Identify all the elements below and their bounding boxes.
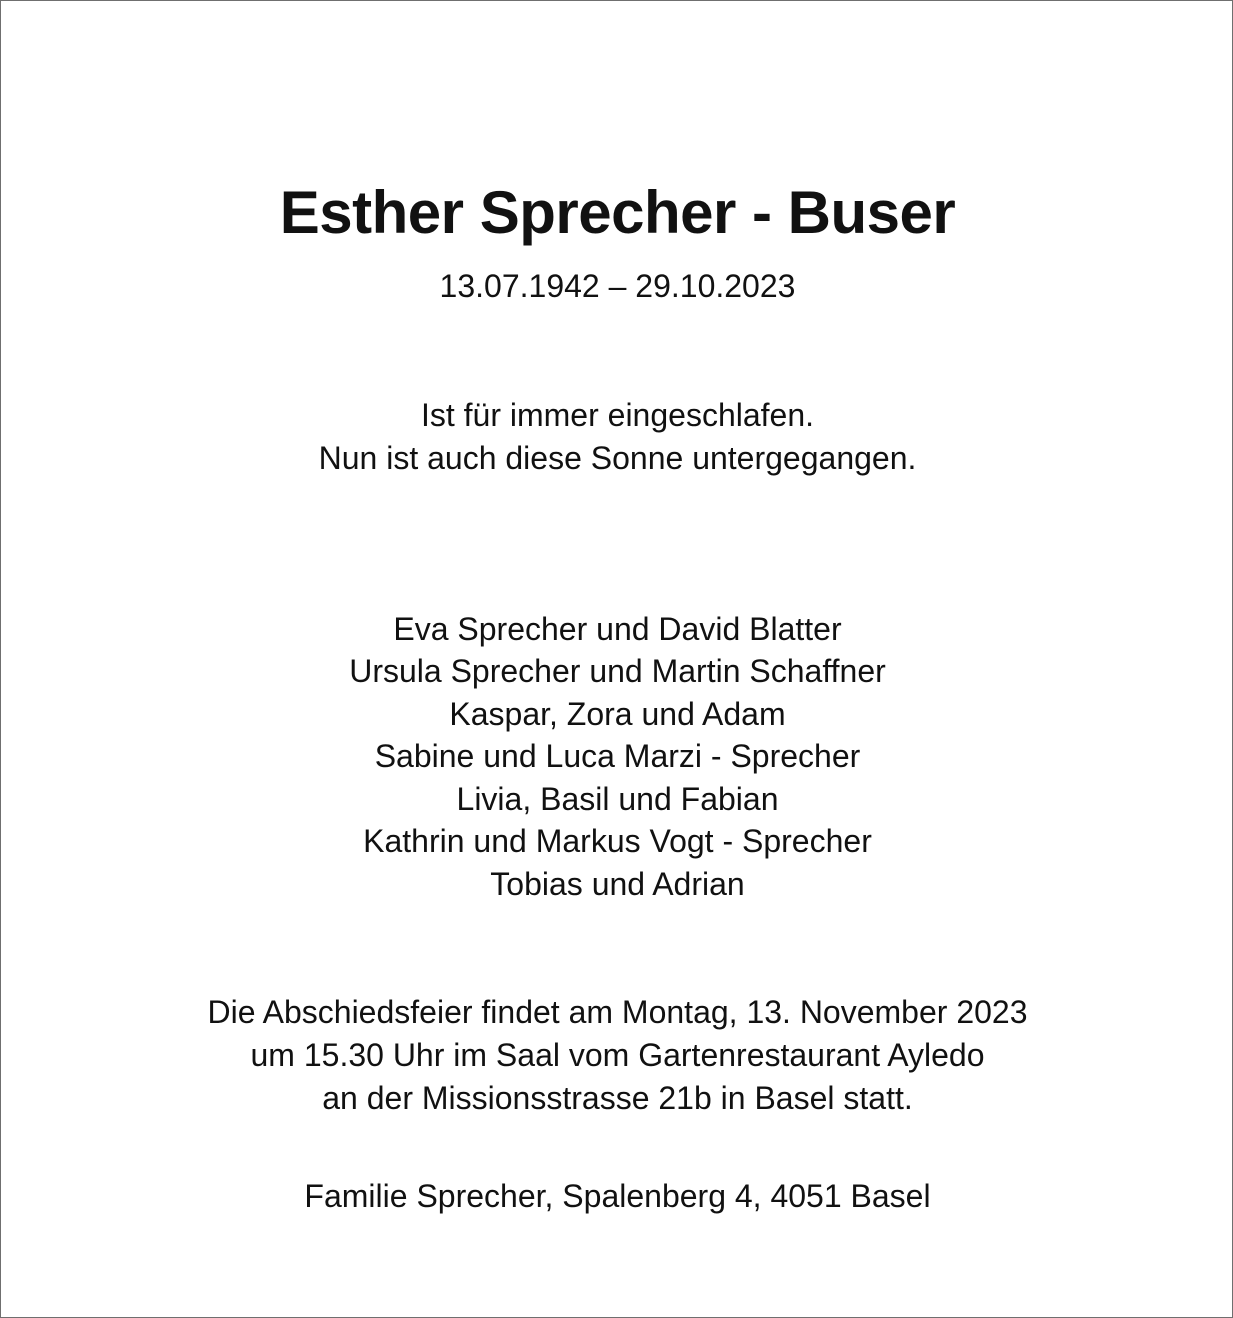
ceremony-line: um 15.30 Uhr im Saal vom Gartenrestaurant Ayledo <box>250 1037 985 1073</box>
mourner-line: Eva Sprecher und David Blatter <box>393 611 842 647</box>
mourner-line: Ursula Sprecher und Martin Schaffner <box>349 653 886 689</box>
verse-line: Nun ist auch diese Sonne untergegangen. <box>318 440 917 476</box>
verse-line: Ist für immer eingeschlafen. <box>420 397 815 433</box>
deceased-name: Esther Sprecher - Buser <box>279 179 956 246</box>
mourner-line: Sabine und Luca Marzi - Sprecher <box>374 738 861 774</box>
mourner-line: Kathrin und Markus Vogt - Sprecher <box>363 823 872 859</box>
mourner-line: Livia, Basil und Fabian <box>456 781 779 817</box>
life-dates: 13.07.1942 – 29.10.2023 <box>439 268 796 304</box>
family-address: Familie Sprecher, Spalenberg 4, 4051 Basel <box>304 1178 931 1214</box>
ceremony-line: an der Missionsstrasse 21b in Basel statt. <box>322 1080 913 1116</box>
mourner-line: Tobias und Adrian <box>490 866 745 902</box>
ceremony-line: Die Abschiedsfeier findet am Montag, 13. November 2023 <box>207 994 1028 1030</box>
mourner-line: Kaspar, Zora und Adam <box>449 696 786 732</box>
